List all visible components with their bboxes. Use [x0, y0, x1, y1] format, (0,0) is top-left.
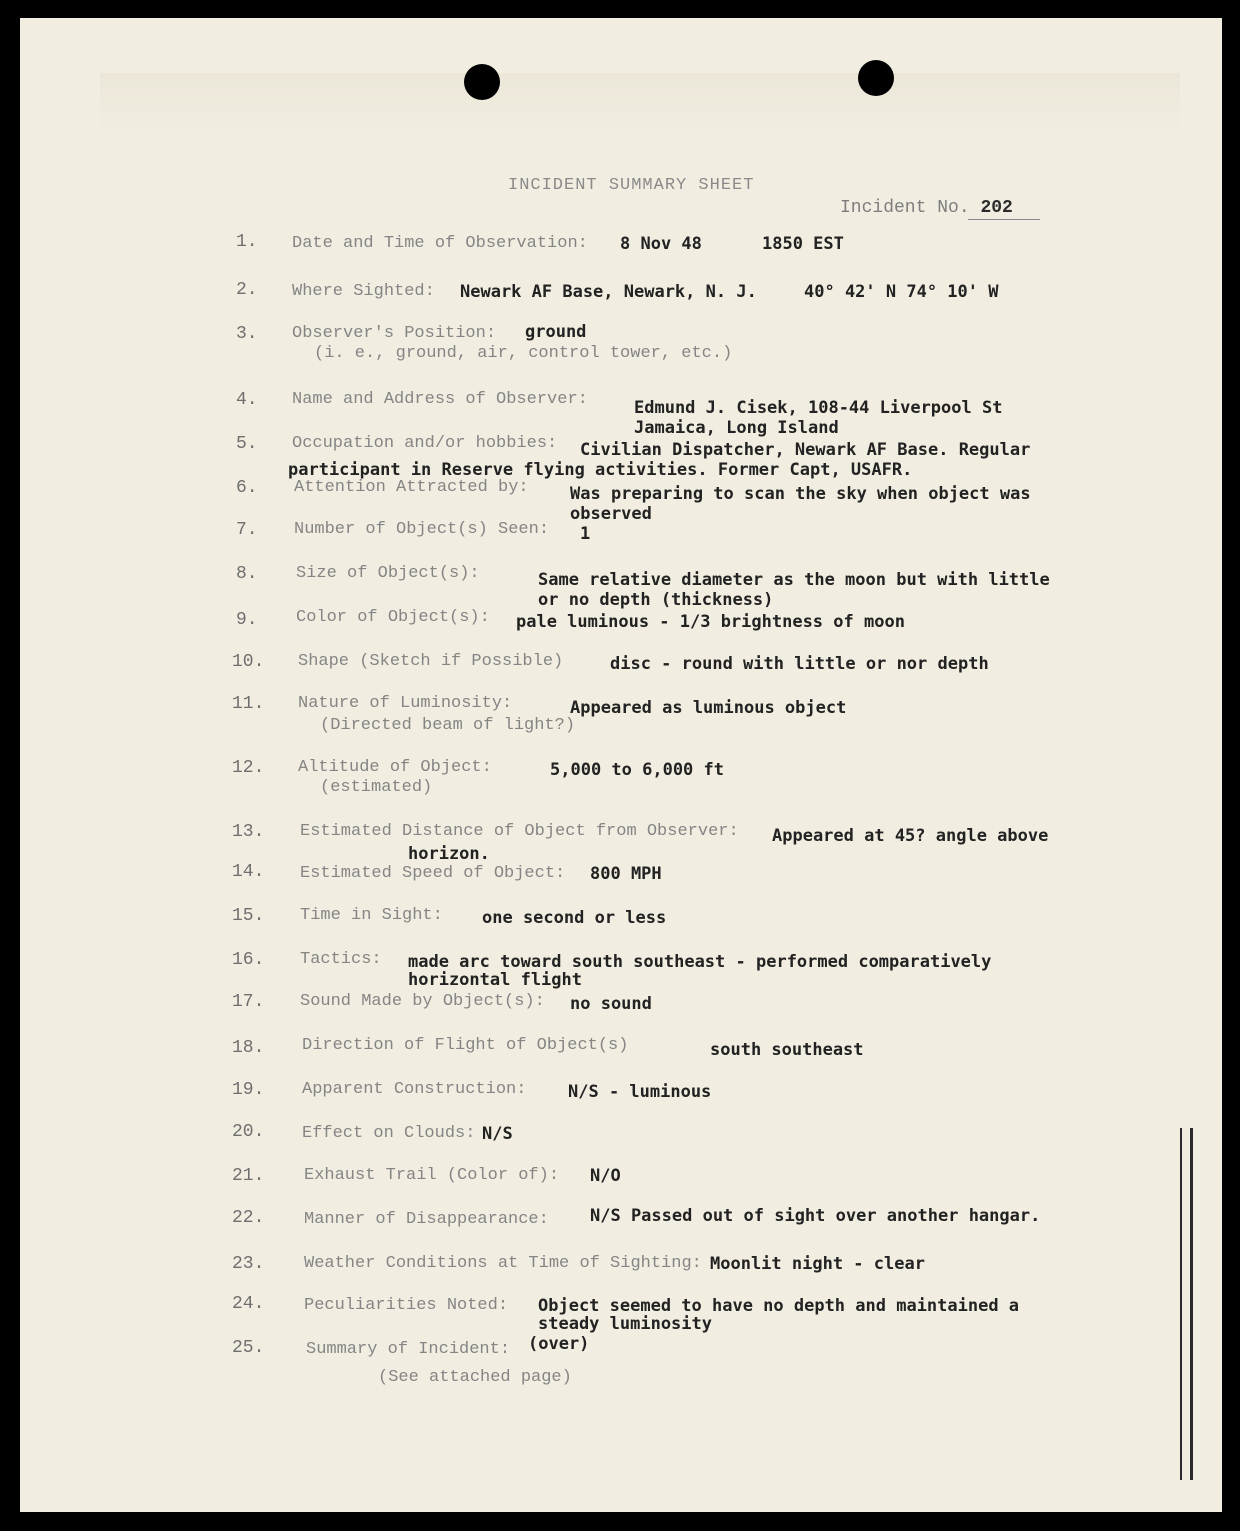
item-label: Occupation and/or hobbies: [292, 434, 558, 453]
item-value-2: participant in Reserve flying activities. Former Capt, USAFR. [288, 460, 913, 480]
item-number: 1. [236, 232, 258, 252]
margin-rule [1180, 1128, 1193, 1480]
item-sublabel: (i. e., ground, air, control tower, etc.) [314, 344, 733, 363]
item-value: Same relative diameter as the moon but with little [538, 570, 1050, 590]
item-label: Peculiarities Noted: [304, 1296, 509, 1315]
item-value: N/S [482, 1124, 513, 1144]
item-value: Edmund J. Cisek, 108-44 Liverpool St [634, 398, 1003, 418]
item-number: 21. [232, 1166, 265, 1186]
item-sublabel: (Directed beam of light?) [320, 716, 576, 735]
item-label: Date and Time of Observation: [292, 234, 588, 253]
item-label: Observer's Position: [292, 324, 497, 343]
item-value: Was preparing to scan the sky when object was [570, 484, 1031, 504]
item-number: 6. [236, 478, 258, 498]
item-number: 9. [236, 610, 258, 630]
item-value-2: observed [570, 504, 652, 524]
item-value: 5,000 to 6,000 ft [550, 760, 724, 780]
item-value-2: horizon. [408, 844, 490, 864]
item-sublabel: (See attached page) [378, 1368, 572, 1387]
item-label: Attention Attracted by: [294, 478, 529, 497]
item-value: (over) [528, 1334, 590, 1354]
item-label: Where Sighted: [292, 282, 435, 301]
item-value: no sound [570, 994, 652, 1014]
item-label: Weather Conditions at Time of Sighting: [304, 1254, 702, 1273]
item-label: Estimated Distance of Object from Observer: [300, 822, 739, 841]
item-value: disc - round with little or nor depth [610, 654, 989, 674]
item-label: Altitude of Object: [298, 758, 492, 777]
item-number: 24. [232, 1294, 265, 1314]
item-label: Estimated Speed of Object: [300, 864, 566, 883]
item-number: 18. [232, 1038, 265, 1058]
item-label: Tactics: [300, 950, 382, 969]
item-value: ground [525, 322, 587, 342]
item-number: 22. [232, 1208, 265, 1228]
item-number: 8. [236, 564, 258, 584]
item-label: Sound Made by Object(s): [300, 992, 545, 1011]
item-label: Name and Address of Observer: [292, 390, 588, 409]
item-value: south southeast [710, 1040, 864, 1060]
item-value-2: Jamaica, Long Island [634, 418, 839, 438]
item-number: 25. [232, 1338, 265, 1358]
scan-smudge [100, 73, 1180, 133]
item-value: pale luminous - 1/3 brightness of moon [516, 612, 905, 632]
item-value: 8 Nov 48 [620, 234, 702, 254]
item-sublabel: (estimated) [320, 778, 433, 797]
item-value-2: horizontal flight [408, 970, 582, 990]
item-label: Summary of Incident: [306, 1340, 511, 1359]
incident-number [840, 198, 1013, 218]
item-value-2: steady luminosity [538, 1314, 712, 1334]
item-number: 13. [232, 822, 265, 842]
item-label: Direction of Flight of Object(s) [302, 1036, 629, 1055]
item-value: Newark AF Base, Newark, N. J. [460, 282, 757, 302]
document-heading: INCIDENT SUMMARY SHEET [508, 176, 755, 195]
item-value: one second or less [482, 908, 667, 928]
item-number: 20. [232, 1122, 265, 1142]
incident-number-underline [968, 219, 1040, 220]
item-value: Object seemed to have no depth and maintained a [538, 1296, 1020, 1316]
item-label: Time in Sight: [300, 906, 443, 925]
item-number: 10. [232, 652, 265, 672]
item-value: Appeared as luminous object [570, 698, 847, 718]
punch-hole-left [464, 64, 500, 100]
item-number: 11. [232, 694, 265, 714]
item-value: 800 MPH [590, 864, 662, 884]
item-number: 3. [236, 324, 258, 344]
item-label: Nature of Luminosity: [298, 694, 513, 713]
item-value: N/O [590, 1166, 621, 1186]
item-label: Manner of Disappearance: [304, 1210, 549, 1229]
item-value: Civilian Dispatcher, Newark AF Base. Regular [580, 440, 1031, 460]
item-number: 17. [232, 992, 265, 1012]
item-number: 12. [232, 758, 265, 778]
item-label: Number of Object(s) Seen: [294, 520, 550, 539]
item-number: 16. [232, 950, 265, 970]
item-label: Exhaust Trail (Color of): [304, 1166, 560, 1185]
item-value-2: 40° 42' N 74° 10' W [804, 282, 999, 302]
item-value: N/S Passed out of sight over another hangar. [590, 1206, 1041, 1226]
item-number: 4. [236, 390, 258, 410]
item-number: 2. [236, 280, 258, 300]
item-value: N/S - luminous [568, 1082, 712, 1102]
item-number: 7. [236, 520, 258, 540]
item-value: Appeared at 45? angle above [772, 826, 1049, 846]
item-label: Size of Object(s): [296, 564, 480, 583]
item-label: Shape (Sketch if Possible) [298, 652, 564, 671]
incident-number-value: 202 [980, 198, 1013, 218]
item-label: Effect on Clouds: [302, 1124, 476, 1143]
item-value-2: 1850 EST [762, 234, 844, 254]
item-value: Moonlit night - clear [710, 1254, 925, 1274]
document-page [20, 18, 1222, 1512]
item-number: 19. [232, 1080, 265, 1100]
item-label: Color of Object(s): [296, 608, 490, 627]
item-number: 23. [232, 1254, 265, 1274]
item-number: 5. [236, 434, 258, 454]
item-value: 1 [580, 524, 591, 544]
item-number: 15. [232, 906, 265, 926]
item-number: 14. [232, 862, 265, 882]
item-value-2: or no depth (thickness) [538, 590, 774, 610]
item-value: made arc toward south southeast - performed comparatively [408, 952, 992, 972]
punch-hole-right [858, 60, 894, 96]
item-label: Apparent Construction: [302, 1080, 527, 1099]
incident-number-label: Incident No. [840, 198, 970, 218]
